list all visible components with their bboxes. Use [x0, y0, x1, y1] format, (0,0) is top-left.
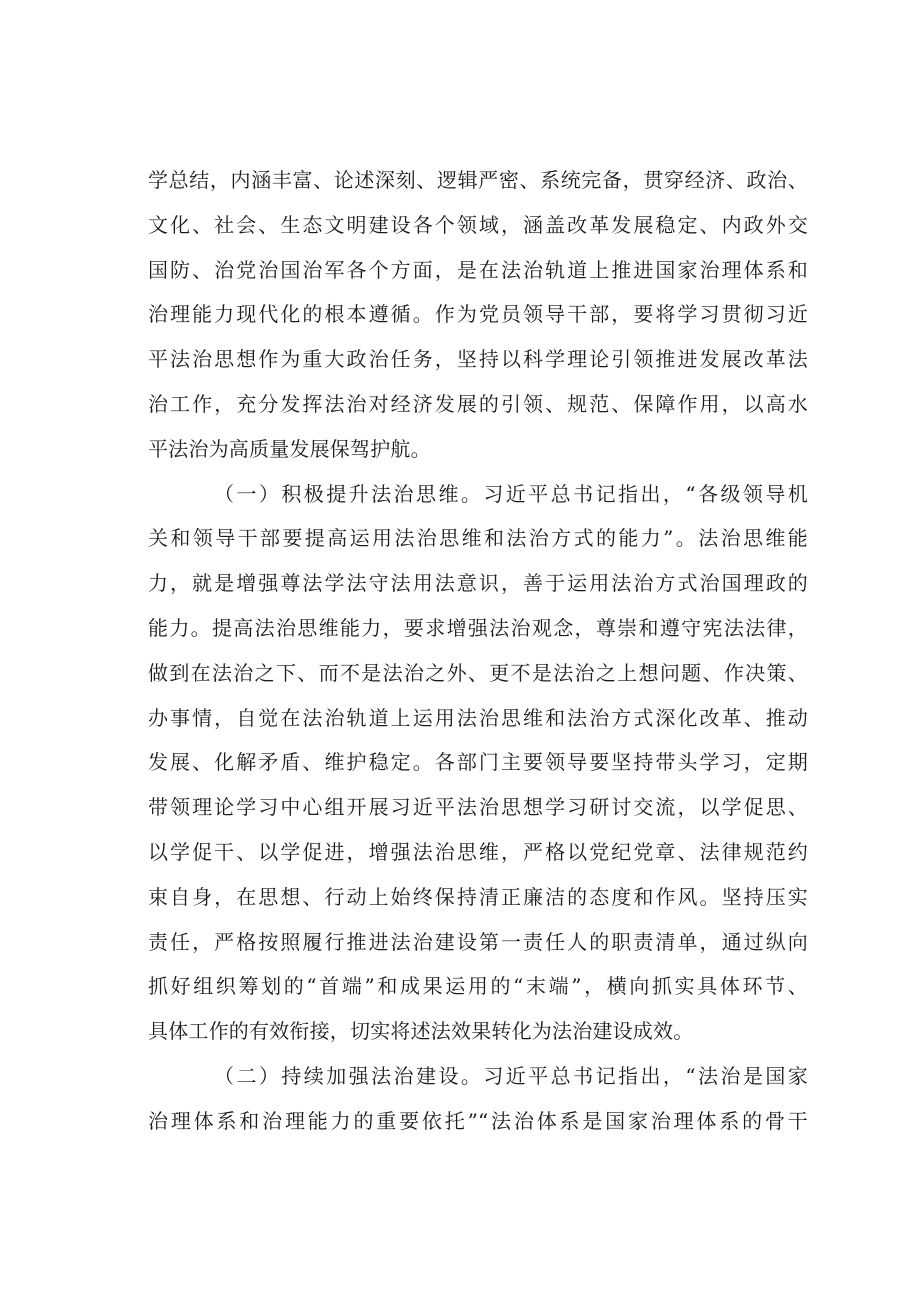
text-line: 治工作，充分发挥法治对经济发展的引领、规范、保障作用，以高水	[148, 391, 808, 416]
text-line: 平法治为高质量发展保驾护航。	[148, 436, 431, 461]
text-line: 文化、社会、生态文明建设各个领域，涵盖改革发展稳定、内政外交	[148, 212, 808, 237]
text-line: 力，就是增强尊法学法守法用法意识，善于运用法治方式治国理政的	[148, 571, 808, 596]
paragraph-2	[148, 472, 808, 1054]
text-line: 治理体系和治理能力的重要依托”“法治体系是国家治理体系的骨干	[148, 1108, 808, 1133]
text-line: 责任，严格按照履行推进法治建设第一责任人的职责清单，通过纵向	[148, 929, 808, 954]
text-line: 做到在法治之下、而不是法治之外、更不是法治之上想问题、作决策、	[148, 660, 808, 685]
text-line: 平法治思想作为重大政治任务，坚持以科学理论引领推进发展改革法	[148, 347, 808, 372]
text-line: 以学促干、以学促进，增强法治思维，严格以党纪党章、法律规范约	[148, 839, 808, 864]
paragraph-3	[148, 1054, 808, 1144]
text-line: 能力。提高法治思维能力，要求增强法治观念，尊崇和遵守宪法法律，	[148, 615, 808, 640]
text-line: 带领理论学习中心组开展习近平法治思想学习研讨交流，以学促思、	[148, 795, 808, 820]
text-line: 发展、化解矛盾、维护稳定。各部门主要领导要坚持带头学习，定期	[148, 750, 808, 775]
document-body	[148, 158, 808, 1144]
text-line: （二）持续加强法治建设。习近平总书记指出，“法治是国家	[214, 1063, 808, 1088]
text-line: （一）积极提升法治思维。习近平总书记指出，“各级领导机	[214, 481, 808, 506]
text-line: 国防、治党治国治军各个方面，是在法治轨道上推进国家治理体系和	[148, 257, 808, 282]
text-line: 办事情，自觉在法治轨道上运用法治思维和法治方式深化改革、推动	[148, 705, 808, 730]
text-line: 治理能力现代化的根本遵循。作为党员领导干部，要将学习贯彻习近	[148, 302, 808, 327]
text-line: 抓好组织筹划的“首端”和成果运用的“末端”，横向抓实具体环节、	[148, 974, 808, 999]
text-line: 关和领导干部要提高运用法治思维和法治方式的能力”。法治思维能	[148, 526, 808, 551]
text-line: 束自身，在思想、行动上始终保持清正廉洁的态度和作风。坚持压实	[148, 884, 808, 909]
paragraph-1	[148, 158, 808, 472]
text-line: 学总结，内涵丰富、论述深刻、逻辑严密、系统完备，贯穿经济、政治、	[148, 168, 808, 192]
text-line: 具体工作的有效衔接，切实将述法效果转化为法治建设成效。	[148, 1019, 694, 1044]
